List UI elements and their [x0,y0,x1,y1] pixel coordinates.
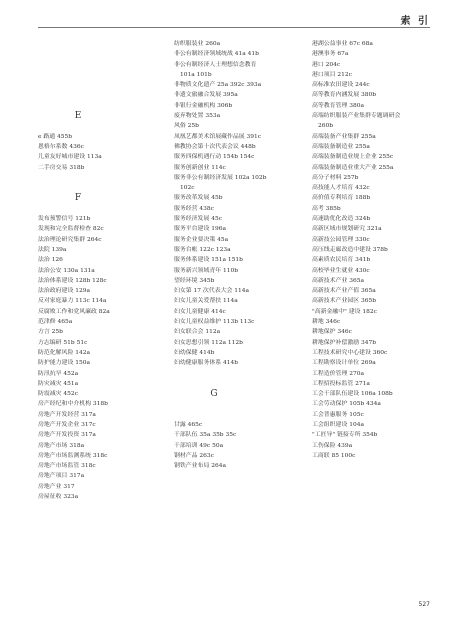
index-entry: 高端纺织服装产业集群专题调研会 [312,113,401,120]
index-entry: 101a 101b [180,71,212,78]
index-entry: 望经环境 345b [174,277,215,284]
page-number: 527 [418,601,430,608]
index-entry: 工会劳动保护 105b 434a [312,401,381,408]
index-entry: 妇女儿童关爱帮扶 114a [174,298,238,305]
index-entry: 恩格尔系数 436c [38,143,84,150]
spacer [38,60,158,70]
index-entry: 防范化解风险 142a [38,349,90,356]
index-entry: 服务四保机遇行动 154b 154c [174,154,255,161]
index-entry: 防震减灾 452c [38,391,78,398]
section-letter: E [74,110,82,121]
index-entry: 房地产开发企业 317c [38,421,96,428]
index-entry: 高考 385b [312,205,341,212]
index-entry: 钢材产品 263c [174,452,214,459]
index-entry: 房产经纪和中介机构 318b [38,401,108,408]
index-entry: 房地产开发投资 317a [38,432,96,439]
index-entry: 耕地保护 346c [312,329,352,336]
index-entry: 工商联 85 100c [312,452,356,459]
index-entry: 非物质文化遗产 25a 392c 393a [174,82,262,89]
index-entry: 工会普惠服务 105c [312,411,364,418]
index-entry: 工会干部队伍建设 106a 108b [312,391,393,398]
index-entry: 凤凰艺都美术馆展藏作品展 391c [174,133,262,140]
index-entry: 港口项目 212c [312,71,352,78]
index-entry: 高标准农田建设 244c [312,82,370,89]
index-entry: 服务企业要决策 45a [174,236,229,243]
index-entry: 干部队伍 35a 35b 35c [174,432,237,439]
spacer [38,173,158,183]
index-entry: 服务经济发展 45c [174,216,223,223]
index-entry: 非遗文旅融合发展 395a [174,92,238,99]
spacer [38,70,158,80]
index-entry: 高素质农民培育 341b [312,257,371,264]
index-entry: 妇女儿童权益维护 113b 113c [174,319,255,326]
index-entry: 发布预警信号 121b [38,216,91,223]
index-entry: "高新金融中" 建设 182c [312,308,377,315]
index-entry: 非公有制经济人士理想信念教育 [174,61,257,68]
index-entry: 服务非公有制经济发展 102a 102b [174,174,267,181]
index-entry: 高价值专利培育 188b [312,195,371,202]
index-entry: 260b [318,123,334,130]
index-entry: 妇女儿童健康 414c [174,308,226,315]
index-entry: 妇女思想引领 112a 112b [174,339,243,346]
index-entry: 耕地保护补偿激励 347b [312,339,377,346]
index-entry: 高技能人才培育 432c [312,185,370,192]
index-entry: 妇女第 17 次代表大会 114a [174,288,249,295]
index-entry: 非公有制经济领域统战 41a 41b [174,51,259,58]
index-entry: 发现和完全监督检查 82c [38,226,104,233]
index-entry: 工程造价管理 270a [312,370,364,377]
index-entry: 范津修 465a [38,319,73,326]
index-entry: 高端装备产业集群 255a [312,133,376,140]
index-column-2 [174,39,294,471]
index-entry: 风俗 25b [174,123,199,130]
index-entry: 工伤保险 439a [312,442,353,449]
index-entry: 法治 126 [38,257,63,264]
index-entry: 纺织服装业 260a [174,41,221,47]
index-entry: 港湖公益事业 67c 68a [312,41,373,47]
index-entry: e 路通 455b [38,133,73,140]
header-rule [38,27,430,28]
index-entry: 服务创新创业 114c [174,164,226,171]
index-entry: 高新技术产业产值 365a [312,288,376,295]
index-entry: 方志编研 51b 51c [38,339,88,346]
index-entry: 房地产项目 317a [38,473,85,480]
index-entry: 房屋征收 323a [38,494,79,501]
index-column-1 [38,39,158,502]
index-entry: 服务台帐 122c 123a [174,246,231,253]
index-entry: 儿童友好城市建设 113a [38,154,102,161]
index-entry: 高新技术产业园区 365b [312,298,377,305]
index-entry: 钢铁产业布局 264a [174,463,226,470]
index-entry: 高校毕业生就业 430c [312,267,370,274]
index-entry: 高速助优化改造 324b [312,216,371,223]
index-entry: 防灾减灾 451a [38,380,79,387]
index-entry: 工会组织建设 104a [312,421,364,428]
index-entry: 港澳事务 67a [312,51,349,58]
index-entry: 高端装备制造业重大产业 255a [312,164,394,171]
index-entry: 耕地 346c [312,319,341,326]
spacer [38,49,158,59]
index-entry: 妇幼健康服务体系 414b [174,360,239,367]
index-entry: 佛教协会第十次代表会议 448b [174,143,256,150]
index-entry: 反对家庭暴力 113c 114a [38,298,107,305]
index-entry: 工程技术研究中心建设 360c [312,349,388,356]
index-entry: 甘露 465c [174,421,203,428]
index-entry: 废弃物处置 353a [174,113,221,120]
index-entry: 工程招投标监管 271a [312,380,370,387]
index-entry: 高压线走廊改造中建设 378b [312,246,388,253]
index-entry: 妇女联合会 112a [174,329,221,336]
index-entry: 服务平台建设 196a [174,226,226,233]
spacer [38,39,158,49]
index-entry: 高新区域市规划研究 321a [312,226,382,233]
index-entry: 法院 139a [38,246,67,253]
index-entry: 高端装备制造业 255a [312,143,370,150]
index-entry: 二手房交易 318b [38,164,85,171]
index-entry: 防护能力建设 150a [38,360,90,367]
index-entry: 高新技术产业 365a [312,277,364,284]
index-entry: 房地产市场 318a [38,442,85,449]
index-entry: 房地产市场监测系统 318c [38,452,108,459]
section-letter: F [74,193,82,204]
page-header-title: 索 引 [400,16,430,27]
index-entry: 高分子材料 257b [312,174,359,181]
index-entry: 房地产市场监管 318c [38,463,96,470]
index-entry: 房地产开发经营 317a [38,411,96,418]
index-entry: 高等教育内涵发展 380b [312,92,377,99]
section-letter: G [210,388,218,399]
spacer [174,410,294,420]
index-entry: 法治体系建设 128b 128c [38,277,107,284]
index-entry: 方言 25b [38,329,63,336]
spacer [38,90,158,100]
index-entry: 工程勘察设计单位 269a [312,360,376,367]
index-entry: 法治公安 130a 131a [38,267,95,274]
index-column-3 [312,39,430,461]
index-entry: 法治政府建设 129a [38,288,90,295]
index-entry: 非银行金融机构 306b [174,102,233,109]
index-entry: 高端装备制造业规上企业 255c [312,154,394,161]
index-entry: 服务体系建设 151a 151b [174,257,243,264]
index-entry: 干部培训 49c 50a [174,442,224,449]
index-entry: 法治理论研究集群 264c [38,236,102,243]
index-entry: 102c [180,185,195,192]
spacer [174,369,294,379]
index-entry: 高等教育管理 380a [312,102,364,109]
index-entry: 服务经营 438c [174,205,214,212]
index-entry: 反腐败工作和党风廉政 82a [38,308,110,315]
index-entry: "工匠导" 链接专所 354b [312,432,378,439]
index-entry: 服务新兴领域青年 110b [174,267,239,274]
index-entry: 妇幼保健 414b [174,349,215,356]
index-entry: 防汛抗旱 452a [38,370,79,377]
index-entry: 服务改革发展 45b [174,195,223,202]
spacer [38,80,158,90]
index-entry: 高新技公园管理 330c [312,236,370,243]
index-entry: 房地产业 317 [38,483,75,490]
index-entry: 港口 204c [312,61,341,68]
